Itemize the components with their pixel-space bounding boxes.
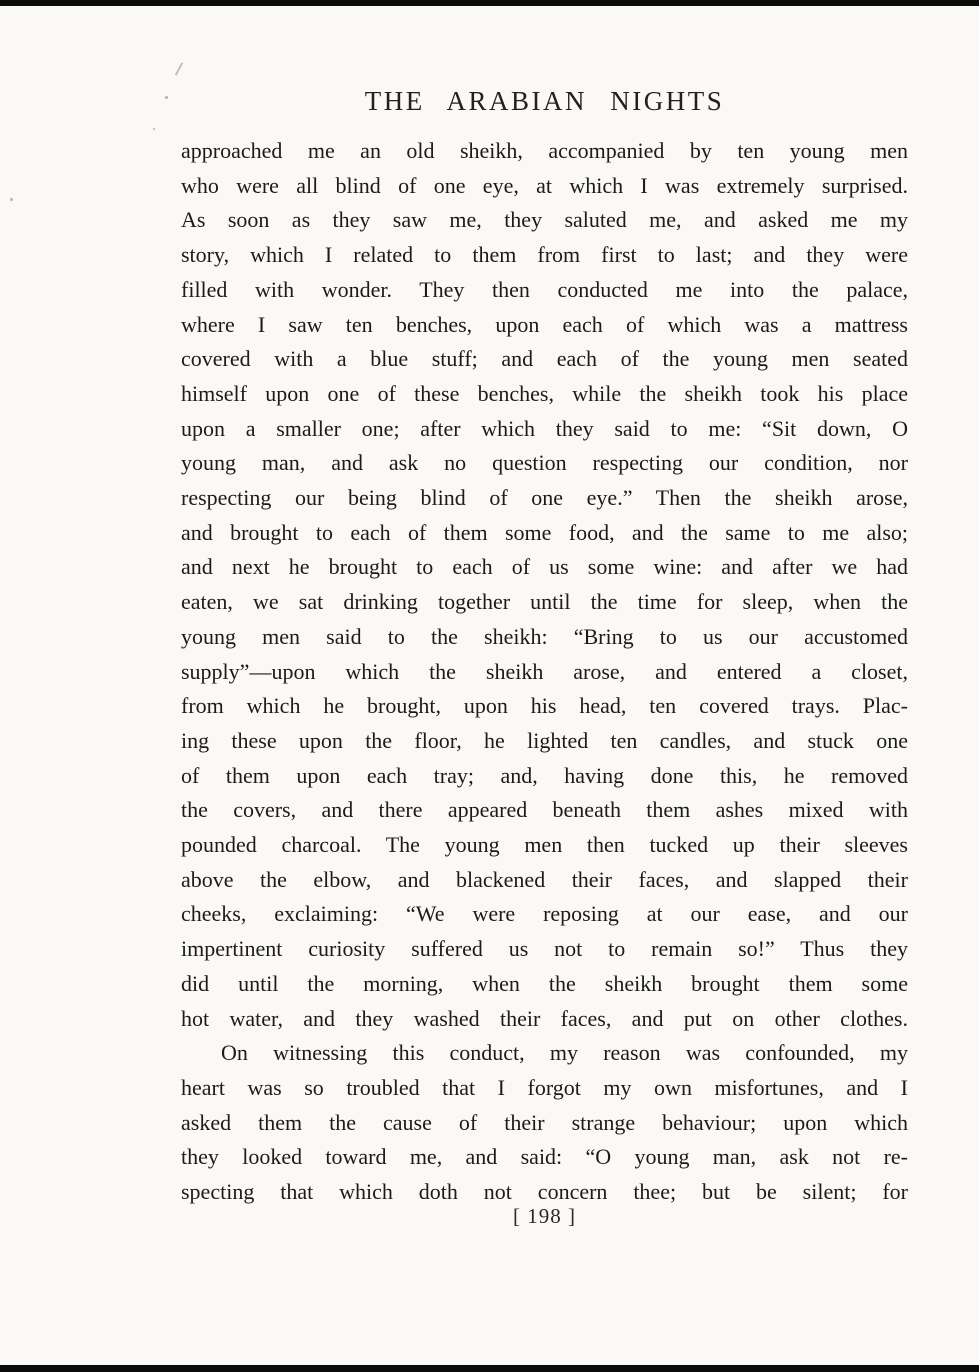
text-line: asked them the cause of their strange behaviour; upon which xyxy=(181,1109,908,1135)
text-line: and brought to each of them some food, and the same to me also; xyxy=(181,519,908,545)
text-line: respecting our being blind of one eye.” Then the sheikh arose, xyxy=(181,485,908,511)
scan-speck xyxy=(10,198,13,201)
scan-edge-bottom xyxy=(0,1365,979,1372)
text-line: young men said to the sheikh: “Bring to us our accustomed xyxy=(181,623,908,649)
text-line: the covers, and there appeared beneath them ashes mixed with xyxy=(181,797,908,823)
text-line: filled with wonder. They then conducted me into the palace, xyxy=(181,276,908,302)
scan-speck xyxy=(153,128,155,130)
scan-speck xyxy=(165,96,168,99)
text-line: pounded charcoal. The young men then tucked up their sleeves xyxy=(181,832,908,858)
text-line: As soon as they saw me, they saluted me, and asked me my xyxy=(181,207,908,233)
text-line: and next he brought to each of us some wine: and after we had xyxy=(181,554,908,580)
text-line: hot water, and they washed their faces, and put on other clothes. xyxy=(181,1005,908,1031)
text-line: himself upon one of these benches, while the sheikh took his place xyxy=(181,380,908,406)
text-line: young man, and ask no question respecting our condition, nor xyxy=(181,450,908,476)
text-line: did until the morning, when the sheikh brought them some xyxy=(181,970,908,996)
text-line: they looked toward me, and said: “O young man, ask not re- xyxy=(181,1144,908,1170)
text-line: cheeks, exclaiming: “We were reposing at our ease, and our xyxy=(181,901,908,927)
text-line: eaten, we sat drinking together until the time for sleep, when the xyxy=(181,589,908,615)
text-line: who were all blind of one eye, at which I was extremely surprised. xyxy=(181,172,908,198)
text-line: approached me an old sheikh, accompanied by ten young men xyxy=(181,138,908,163)
text-line: specting that which doth not concern thee; but be silent; for xyxy=(181,1179,908,1205)
text-line: heart was so troubled that I forgot my own misfortunes, and I xyxy=(181,1074,908,1100)
scan-edge-top xyxy=(0,0,979,6)
text-line: from which he brought, upon his head, ten covered trays. Plac- xyxy=(181,693,908,719)
text-line: of them upon each tray; and, having done this, he removed xyxy=(181,762,908,788)
text-line: above the elbow, and blackened their faces, and slapped their xyxy=(181,866,908,892)
text-line: impertinent curiosity suffered us not to remain so!” Thus they xyxy=(181,936,908,962)
page-number: [ 198 ] xyxy=(513,1204,576,1228)
body-text xyxy=(181,134,908,1210)
scan-scratch xyxy=(175,62,183,75)
text-line: covered with a blue stuff; and each of the young men seated xyxy=(181,346,908,372)
text-line: On witnessing this conduct, my reason was confounded, my xyxy=(221,1040,908,1066)
text-line: where I saw ten benches, upon each of which was a mattress xyxy=(181,311,908,337)
text-line: ing these upon the floor, he lighted ten candles, and stuck one xyxy=(181,727,908,753)
page-title: THE ARABIAN NIGHTS xyxy=(364,86,725,116)
text-line: upon a smaller one; after which they said to me: “Sit down, O xyxy=(181,415,908,441)
text-line: story, which I related to them from first to last; and they were xyxy=(181,242,908,268)
text-line: supply”—upon which the sheikh arose, and entered a closet, xyxy=(181,658,908,684)
